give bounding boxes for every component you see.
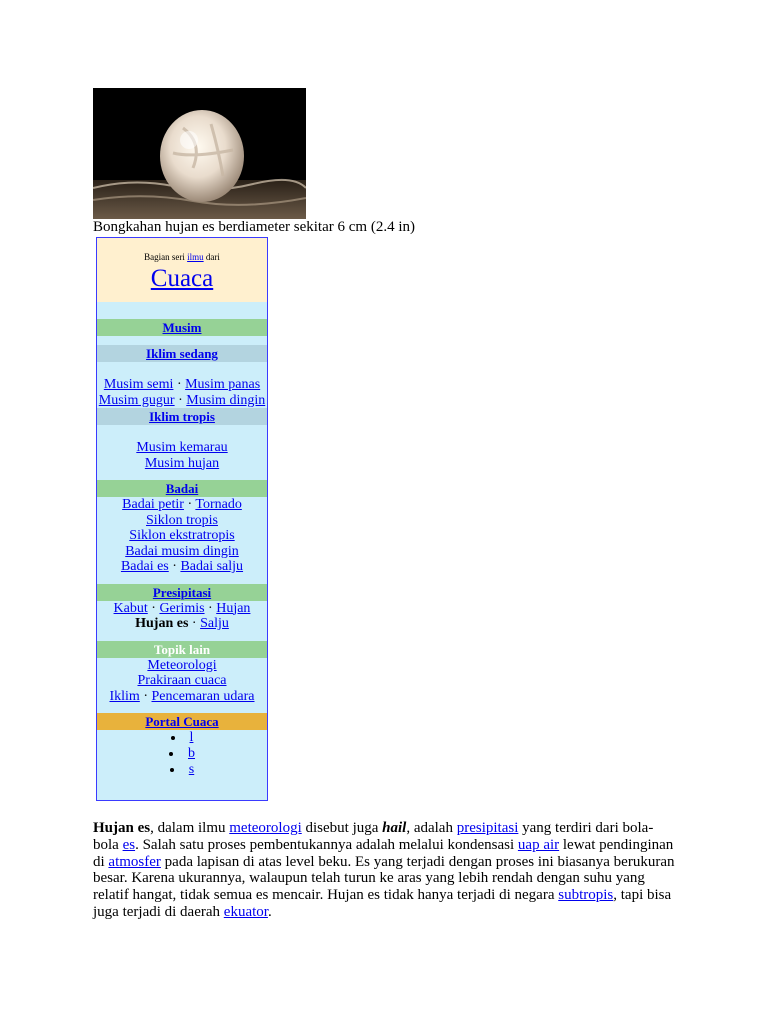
- musim-link[interactable]: Musim: [162, 320, 202, 335]
- text-run: pada lapisan di atas level beku. Es yang terjadi dengan proses ini biasanya berukuran besar. Karena ukurannya, walaupun telah turun ke aras yang lebih rendah dengan suhu yang relatif hangat, tidak semua es mencair. Hujan es tidak hanya terjadi di negara: [93, 853, 675, 904]
- hail-term: hail: [382, 820, 407, 836]
- iklim-tropis-list: [97, 440, 267, 471]
- hujan-link[interactable]: Hujan: [216, 600, 251, 616]
- article-term: Hujan es: [93, 820, 151, 836]
- siklon-ekstratropis-link[interactable]: Siklon ekstratropis: [129, 528, 235, 543]
- figure-caption: Bongkahan hujan es berdiameter sekitar 6 cm (2.4 in): [93, 219, 415, 235]
- cuaca-title-link[interactable]: Cuaca: [150, 265, 214, 292]
- section-iklim-sedang: [97, 345, 267, 362]
- iklim-tropis-link[interactable]: Iklim tropis: [149, 409, 215, 424]
- spacer: [97, 632, 267, 641]
- badai-musim-dingin-link[interactable]: Badai musim dingin: [125, 543, 239, 559]
- badai-petir-link[interactable]: Badai petir: [122, 497, 184, 512]
- subtropis-article-link[interactable]: subtropis: [558, 887, 614, 904]
- meteorologi-link[interactable]: Meteorologi: [147, 657, 217, 673]
- spacer: [97, 575, 267, 584]
- badai-salju-link[interactable]: Badai salju: [180, 559, 244, 574]
- infobox-series-line: [97, 238, 267, 263]
- navbox-item: [97, 746, 267, 762]
- iklim-sedang-link[interactable]: Iklim sedang: [146, 346, 218, 361]
- salju-link[interactable]: Salju: [200, 616, 229, 631]
- musim-gugur-link[interactable]: Musim gugur: [98, 392, 175, 408]
- section-iklim-tropis: [97, 408, 267, 425]
- presipitasi-article-link[interactable]: presipitasi: [456, 820, 519, 836]
- badai-link[interactable]: Badai: [165, 481, 199, 496]
- spacer: [97, 336, 267, 345]
- separator: ·: [176, 377, 182, 392]
- separator: ·: [143, 688, 148, 704]
- atmosfer-article-link[interactable]: atmosfer: [108, 853, 161, 870]
- es-article-link[interactable]: es: [122, 836, 136, 853]
- musim-hujan-link[interactable]: Musim hujan: [144, 455, 220, 471]
- topik-lain-list: [97, 658, 267, 705]
- navbox-item: [97, 730, 267, 746]
- text-run: lewat pendinginan di: [93, 836, 674, 870]
- lihat-link[interactable]: l: [189, 730, 194, 745]
- uap-air-article-link[interactable]: uap air: [517, 836, 560, 853]
- section-badai: [97, 480, 267, 497]
- meteorologi-article-link[interactable]: meteorologi: [229, 820, 302, 836]
- navbox-links: [97, 730, 267, 778]
- text-run: yang terdiri dari bola-bola: [93, 820, 654, 853]
- series-suffix: dari: [205, 252, 220, 262]
- weather-infobox: [96, 237, 268, 801]
- spacer: [97, 362, 267, 377]
- ekuator-article-link[interactable]: ekuator: [223, 903, 268, 920]
- iklim-sedang-list: [97, 377, 267, 408]
- presipitasi-link[interactable]: Presipitasi: [152, 584, 212, 600]
- infobox-header: [97, 238, 267, 302]
- musim-dingin-link[interactable]: Musim dingin: [186, 392, 266, 408]
- hailstone-photo: [93, 88, 306, 219]
- text-run: .: [267, 903, 272, 920]
- presipitasi-list: [97, 601, 267, 632]
- portal-cuaca-link[interactable]: Portal Cuaca: [145, 714, 219, 729]
- section-presipitasi: [97, 584, 267, 601]
- separator: ·: [191, 616, 197, 631]
- gerimis-link[interactable]: Gerimis: [159, 600, 205, 616]
- text-run: , adalah: [406, 820, 457, 836]
- section-musim: [97, 319, 267, 336]
- tornado-link[interactable]: Tornado: [195, 497, 242, 512]
- kabut-link[interactable]: Kabut: [113, 600, 148, 616]
- separator: ·: [151, 600, 156, 616]
- separator: ·: [208, 600, 213, 616]
- spacer: [97, 302, 267, 319]
- spacer: [97, 471, 267, 480]
- prakiraan-cuaca-link[interactable]: Prakiraan cuaca: [137, 673, 227, 688]
- text-run: , tapi bisa juga terjadi di daerah: [93, 887, 672, 920]
- sunting-link[interactable]: s: [188, 762, 195, 777]
- badai-es-link[interactable]: Badai es: [120, 559, 169, 574]
- bicara-link[interactable]: b: [188, 746, 195, 761]
- article-paragraph: [93, 820, 678, 921]
- section-portal: [97, 713, 267, 730]
- separator: ·: [178, 392, 183, 408]
- pencemaran-udara-link[interactable]: Pencemaran udara: [151, 688, 255, 704]
- musim-kemarau-link[interactable]: Musim kemarau: [136, 440, 228, 455]
- badai-list: [97, 497, 267, 575]
- text-run: . Salah satu proses pembentukannya adalah melalui kondensasi: [135, 836, 518, 853]
- navbox-item: [97, 762, 267, 778]
- spacer: [97, 704, 267, 713]
- musim-panas-link[interactable]: Musim panas: [185, 377, 261, 392]
- series-prefix: Bagian seri: [144, 252, 185, 262]
- text-run: , dalam ilmu: [150, 820, 230, 836]
- ilmu-link[interactable]: ilmu: [187, 252, 204, 262]
- spacer: [97, 425, 267, 440]
- iklim-link[interactable]: Iklim: [109, 688, 140, 704]
- text-run: disebut juga: [301, 820, 383, 836]
- siklon-tropis-link[interactable]: Siklon tropis: [146, 512, 218, 528]
- infobox-title: [97, 265, 267, 293]
- separator: ·: [172, 559, 177, 574]
- separator: ·: [187, 497, 193, 512]
- hailstone-image: [93, 88, 306, 219]
- hujan-es-current: Hujan es: [135, 616, 189, 631]
- section-topik-lain: Topik lain: [97, 641, 267, 658]
- musim-semi-link[interactable]: Musim semi: [103, 377, 174, 392]
